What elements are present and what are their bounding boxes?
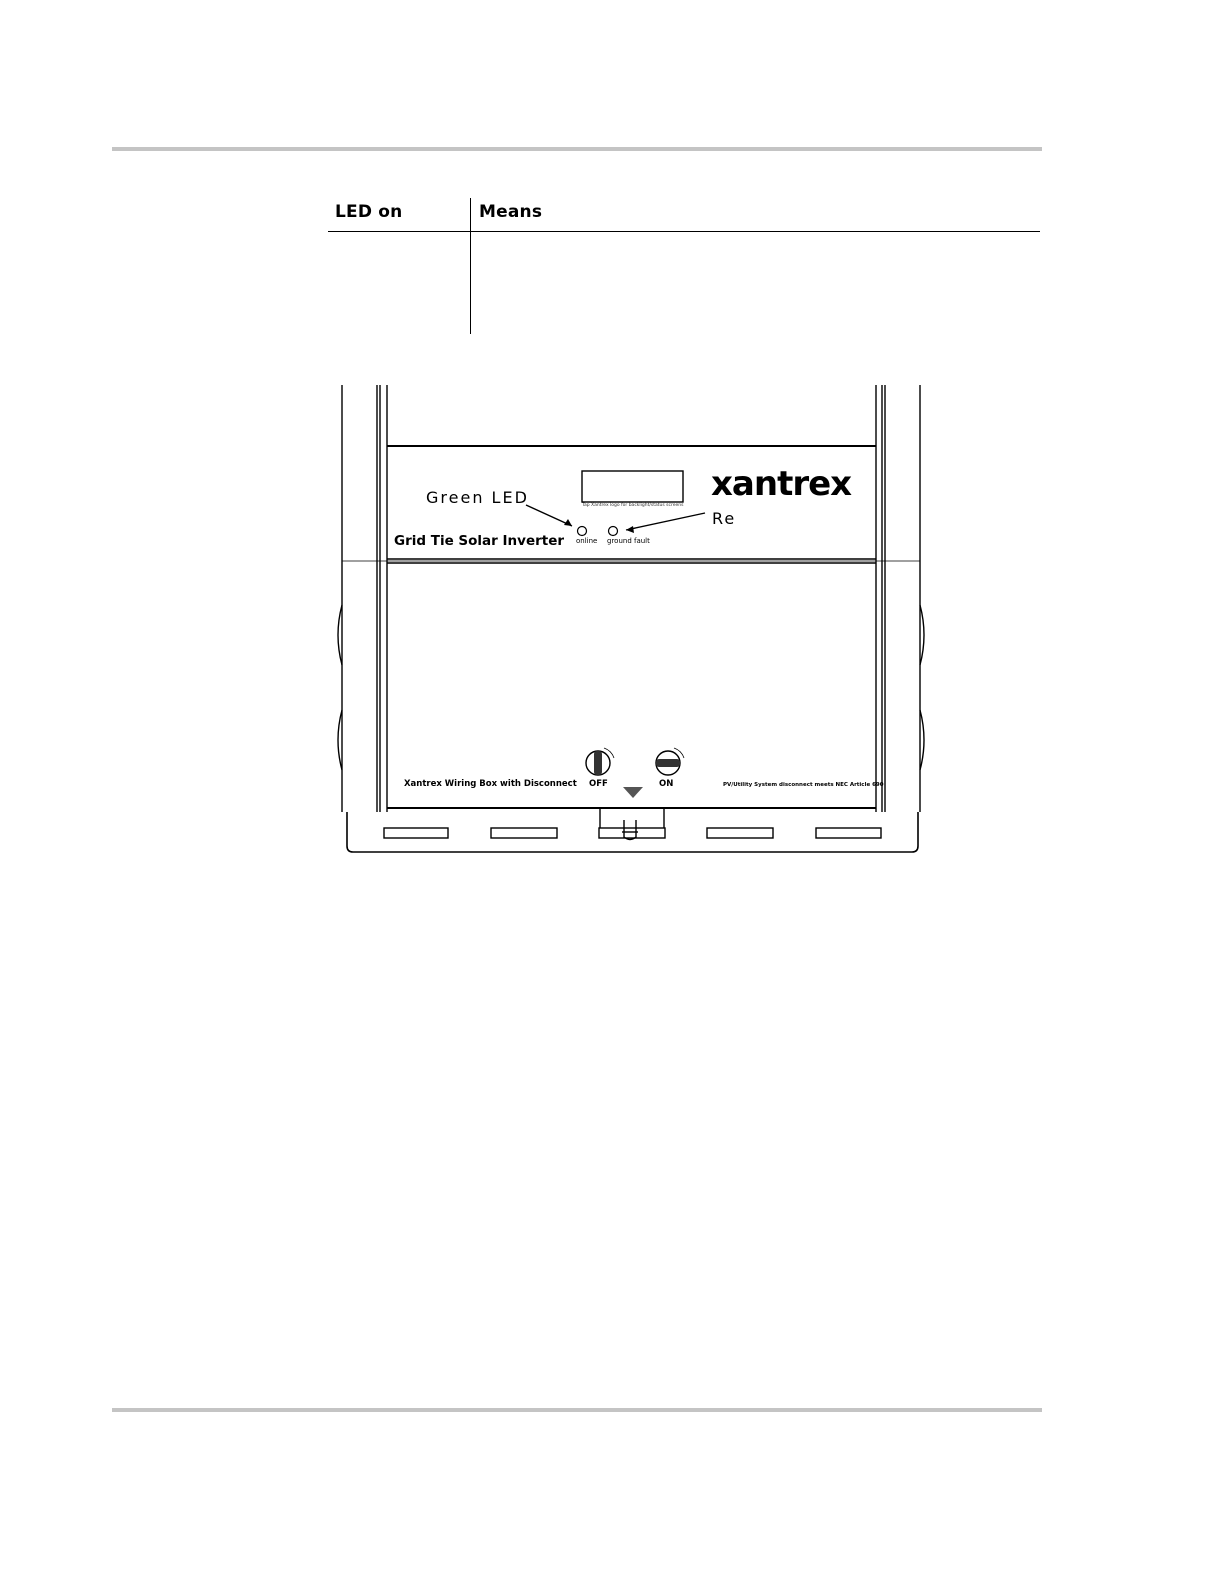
green-led-arrow: [526, 505, 572, 526]
table-column-divider: [470, 198, 471, 334]
led-status-table: [328, 198, 1040, 334]
footer-rule: [112, 1408, 1042, 1412]
lcd-display-window: [582, 471, 683, 502]
inverter-front-panel-figure: [330, 380, 930, 860]
xantrex-logo: xantrex: [711, 464, 852, 504]
column-header-led-on: LED on: [335, 202, 403, 222]
base-slot-5: [816, 828, 881, 838]
green-led-callout: Green LED: [426, 488, 529, 507]
header-rule: [112, 147, 1042, 151]
ground-fault-led-label: ground fault: [607, 537, 650, 545]
base-slot-4: [707, 828, 773, 838]
switch-off-label: OFF: [589, 779, 608, 789]
product-name: Grid Tie Solar Inverter: [394, 533, 565, 549]
switch-on-label: ON: [659, 779, 674, 789]
base-slot-1: [384, 828, 448, 838]
online-led-icon: [578, 527, 587, 536]
online-led-label: online: [576, 537, 598, 545]
down-arrow-icon: [623, 787, 643, 798]
column-header-means: Means: [479, 202, 543, 222]
base-slot-2: [491, 828, 557, 838]
red-led-callout: Re: [712, 509, 737, 528]
ground-fault-led-icon: [609, 527, 618, 536]
lock-tab: [624, 820, 636, 840]
base-slot-3: [599, 828, 665, 838]
nec-compliance-label: PV/Utility System disconnect meets NEC Article 690: [723, 782, 884, 788]
red-led-arrow: [626, 513, 705, 530]
display-caption: Tap Xantrex logo for backlight/status screens: [582, 503, 684, 508]
wiring-box-label: Xantrex Wiring Box with Disconnect: [404, 779, 577, 789]
switch-handle-off: [594, 751, 602, 775]
table-header-rule: [328, 231, 1040, 232]
switch-handle-on: [656, 759, 680, 767]
